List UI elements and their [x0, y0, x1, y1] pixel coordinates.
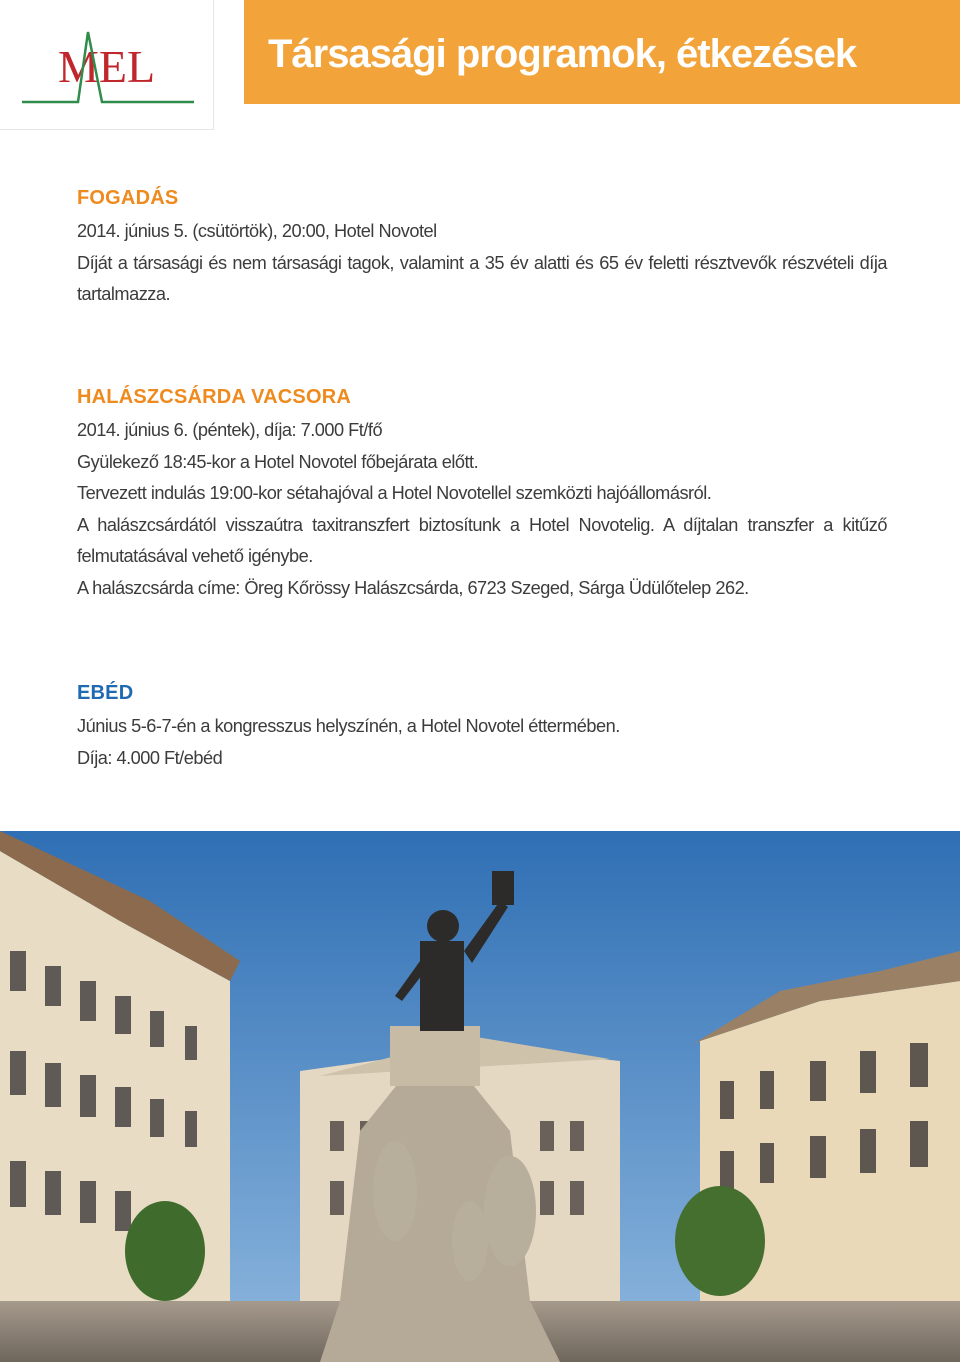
header-bar — [244, 0, 960, 104]
tree — [675, 1186, 765, 1296]
section-line: 2014. június 6. (péntek), díja: 7.000 Ft/fő — [77, 420, 383, 440]
monument-column — [390, 1026, 480, 1086]
section-title: HALÁSZCSÁRDA VACSORA — [77, 386, 351, 408]
tree — [125, 1201, 205, 1301]
statue-square-illustration — [0, 831, 960, 1362]
section-line: Díja: 4.000 Ft/ebéd — [77, 747, 223, 768]
section-halaszcsarda-vacsora — [77, 386, 887, 604]
section-line: Június 5-6-7-én a kongresszus helyszínén, a Hotel Novotel éttermében. — [77, 716, 620, 736]
section-ebed — [77, 682, 887, 774]
section-line: Gyülekező 18:45-kor a Hotel Novotel főbejárata előtt. — [77, 451, 479, 472]
page-title: Társasági programok, étkezések — [268, 32, 857, 76]
section-line: Díját a társasági és nem társasági tagok, valamint a 35 év alatti és 65 év feletti résztvevők részvételi díja tartalmazza. — [77, 252, 887, 304]
section-title: FOGADÁS — [77, 187, 179, 209]
logo-box — [0, 0, 214, 130]
mel-logo — [20, 22, 196, 108]
city-square-photo — [0, 831, 960, 1362]
section-line: A halászcsárda címe: Öreg Kőrössy Halászcsárda, 6723 Szeged, Sárga Üdülőtelep 262. — [77, 577, 749, 598]
section-fogadas — [77, 187, 887, 311]
section-line: Tervezett indulás 19:00-kor sétahajóval a Hotel Novotellel szemközti hajóállomásról. — [77, 483, 712, 503]
section-title: EBÉD — [77, 682, 134, 704]
section-line: A halászcsárdától visszaútra taxitranszfert biztosítunk a Hotel Novotelig. A díjtalan transzfer a kitűző felmutatásával vehető igénybe. — [77, 514, 887, 566]
logo-text: MEL — [58, 41, 156, 92]
section-line: 2014. június 5. (csütörtök), 20:00, Hotel Novotel — [77, 221, 437, 241]
